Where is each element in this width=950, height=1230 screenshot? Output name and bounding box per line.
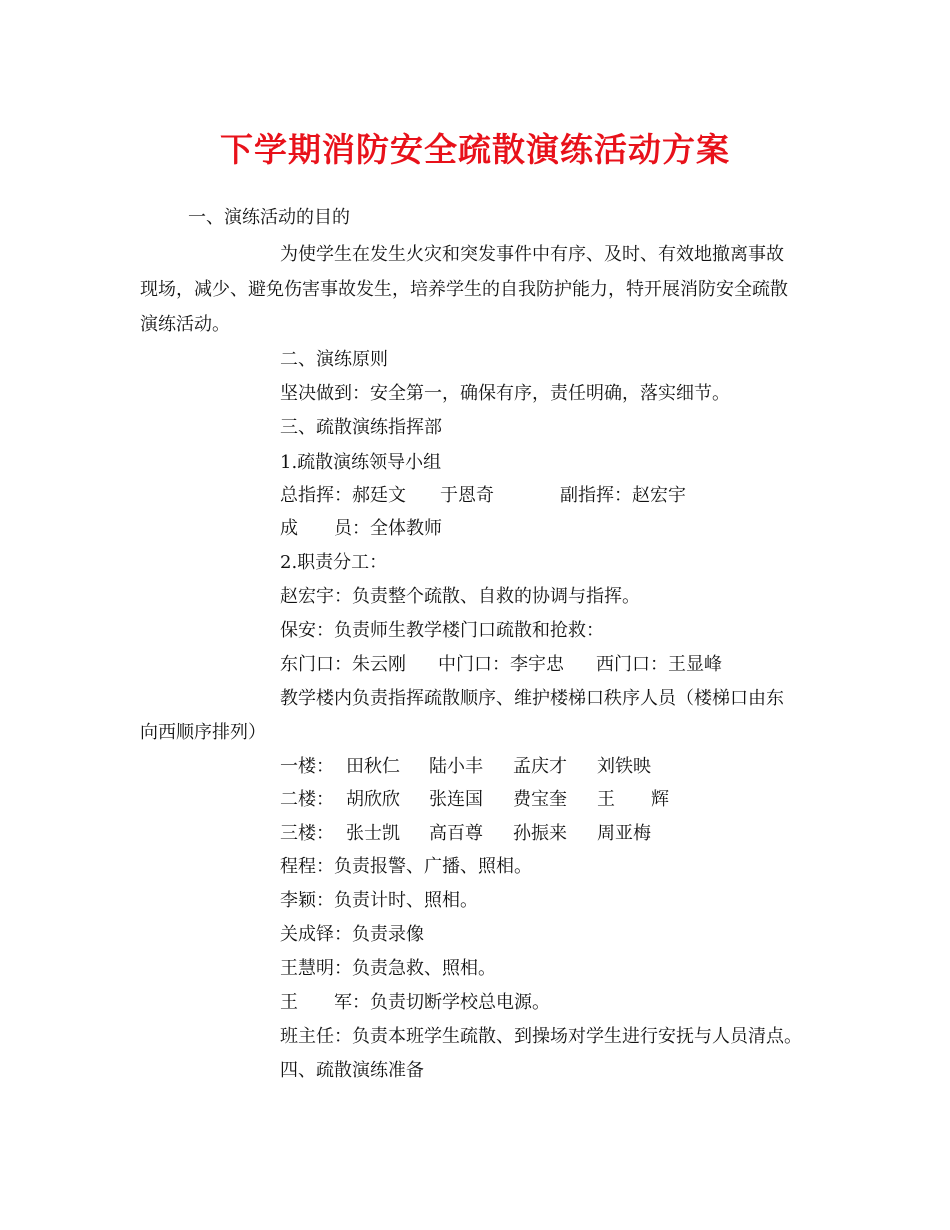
floor-person: 胡欣欣 [346,789,400,810]
floor-label: 二楼： [280,789,334,810]
purpose-paragraph-line: 现场，减少、避免伤害事故发生，培养学生的自我防护能力，特开展消防安全疏散 [140,279,788,300]
section-heading-purpose: 一、演练活动的目的 [188,207,350,228]
duty-item: 王慧明：负责急救、照相。 [280,958,496,979]
purpose-paragraph-line: 为使学生在发生火灾和突发事件中有序、及时、有效地撤离事故 [280,244,784,265]
gate-west: 西门口：王显峰 [596,654,722,675]
stairs-paragraph-line: 向西顺序排列） [140,722,266,743]
document-title: 下学期消防安全疏散演练活动方案 [220,130,730,169]
duty-item: 李颖：负责计时、照相。 [280,890,478,911]
principles-text: 坚决做到：安全第一，确保有序，责任明确，落实细节。 [280,383,730,404]
floor-person: 周亚梅 [597,823,651,844]
members-line: 成 员：全体教师 [280,518,442,539]
floor-person: 田秋仁 [346,756,400,777]
gate-east: 东门口：朱云刚 [280,654,406,675]
floor-person: 高百尊 [429,823,483,844]
floor-person: 张连国 [429,789,483,810]
duty-item: 程程：负责报警、广播、照相。 [280,856,532,877]
purpose-paragraph-line: 演练活动。 [140,314,230,335]
commander-second: 于恩奇 [440,485,494,506]
floor-person: 孟庆才 [513,756,567,777]
floor-label: 三楼： [280,823,334,844]
section-heading-command: 三、疏散演练指挥部 [280,417,442,438]
duty-item: 赵宏宇：负责整个疏散、自救的协调与指挥。 [280,586,640,607]
duty-item: 保安：负责师生教学楼门口疏散和抢救： [280,620,604,641]
section-heading-preparation: 四、疏散演练准备 [280,1060,424,1081]
section-heading-principles: 二、演练原则 [280,349,388,370]
floor-person: 刘铁映 [597,756,651,777]
floor-person: 费宝奎 [513,789,567,810]
gate-middle: 中门口：李宇忠 [438,654,564,675]
subheading-leadership-group: 1.疏散演练领导小组 [280,452,442,473]
deputy-commander: 副指挥：赵宏宇 [560,485,686,506]
floor-person: 陆小丰 [429,756,483,777]
stairs-paragraph-line: 教学楼内负责指挥疏散顺序、维护楼梯口秩序人员（楼梯口由东 [280,688,784,709]
subheading-duties: 2.职责分工： [280,552,388,573]
duty-item: 王 军：负责切断学校总电源。 [280,992,550,1013]
floor-person: 王 辉 [597,789,669,810]
floor-label: 一楼： [280,756,334,777]
duty-item: 班主任：负责本班学生疏散、到操场对学生进行安抚与人员清点。 [280,1026,802,1047]
duty-item: 关成铎：负责录像 [280,924,424,945]
commander-chief: 总指挥：郝廷文 [280,485,406,506]
floor-person: 张士凯 [346,823,400,844]
floor-person: 孙振来 [513,823,567,844]
